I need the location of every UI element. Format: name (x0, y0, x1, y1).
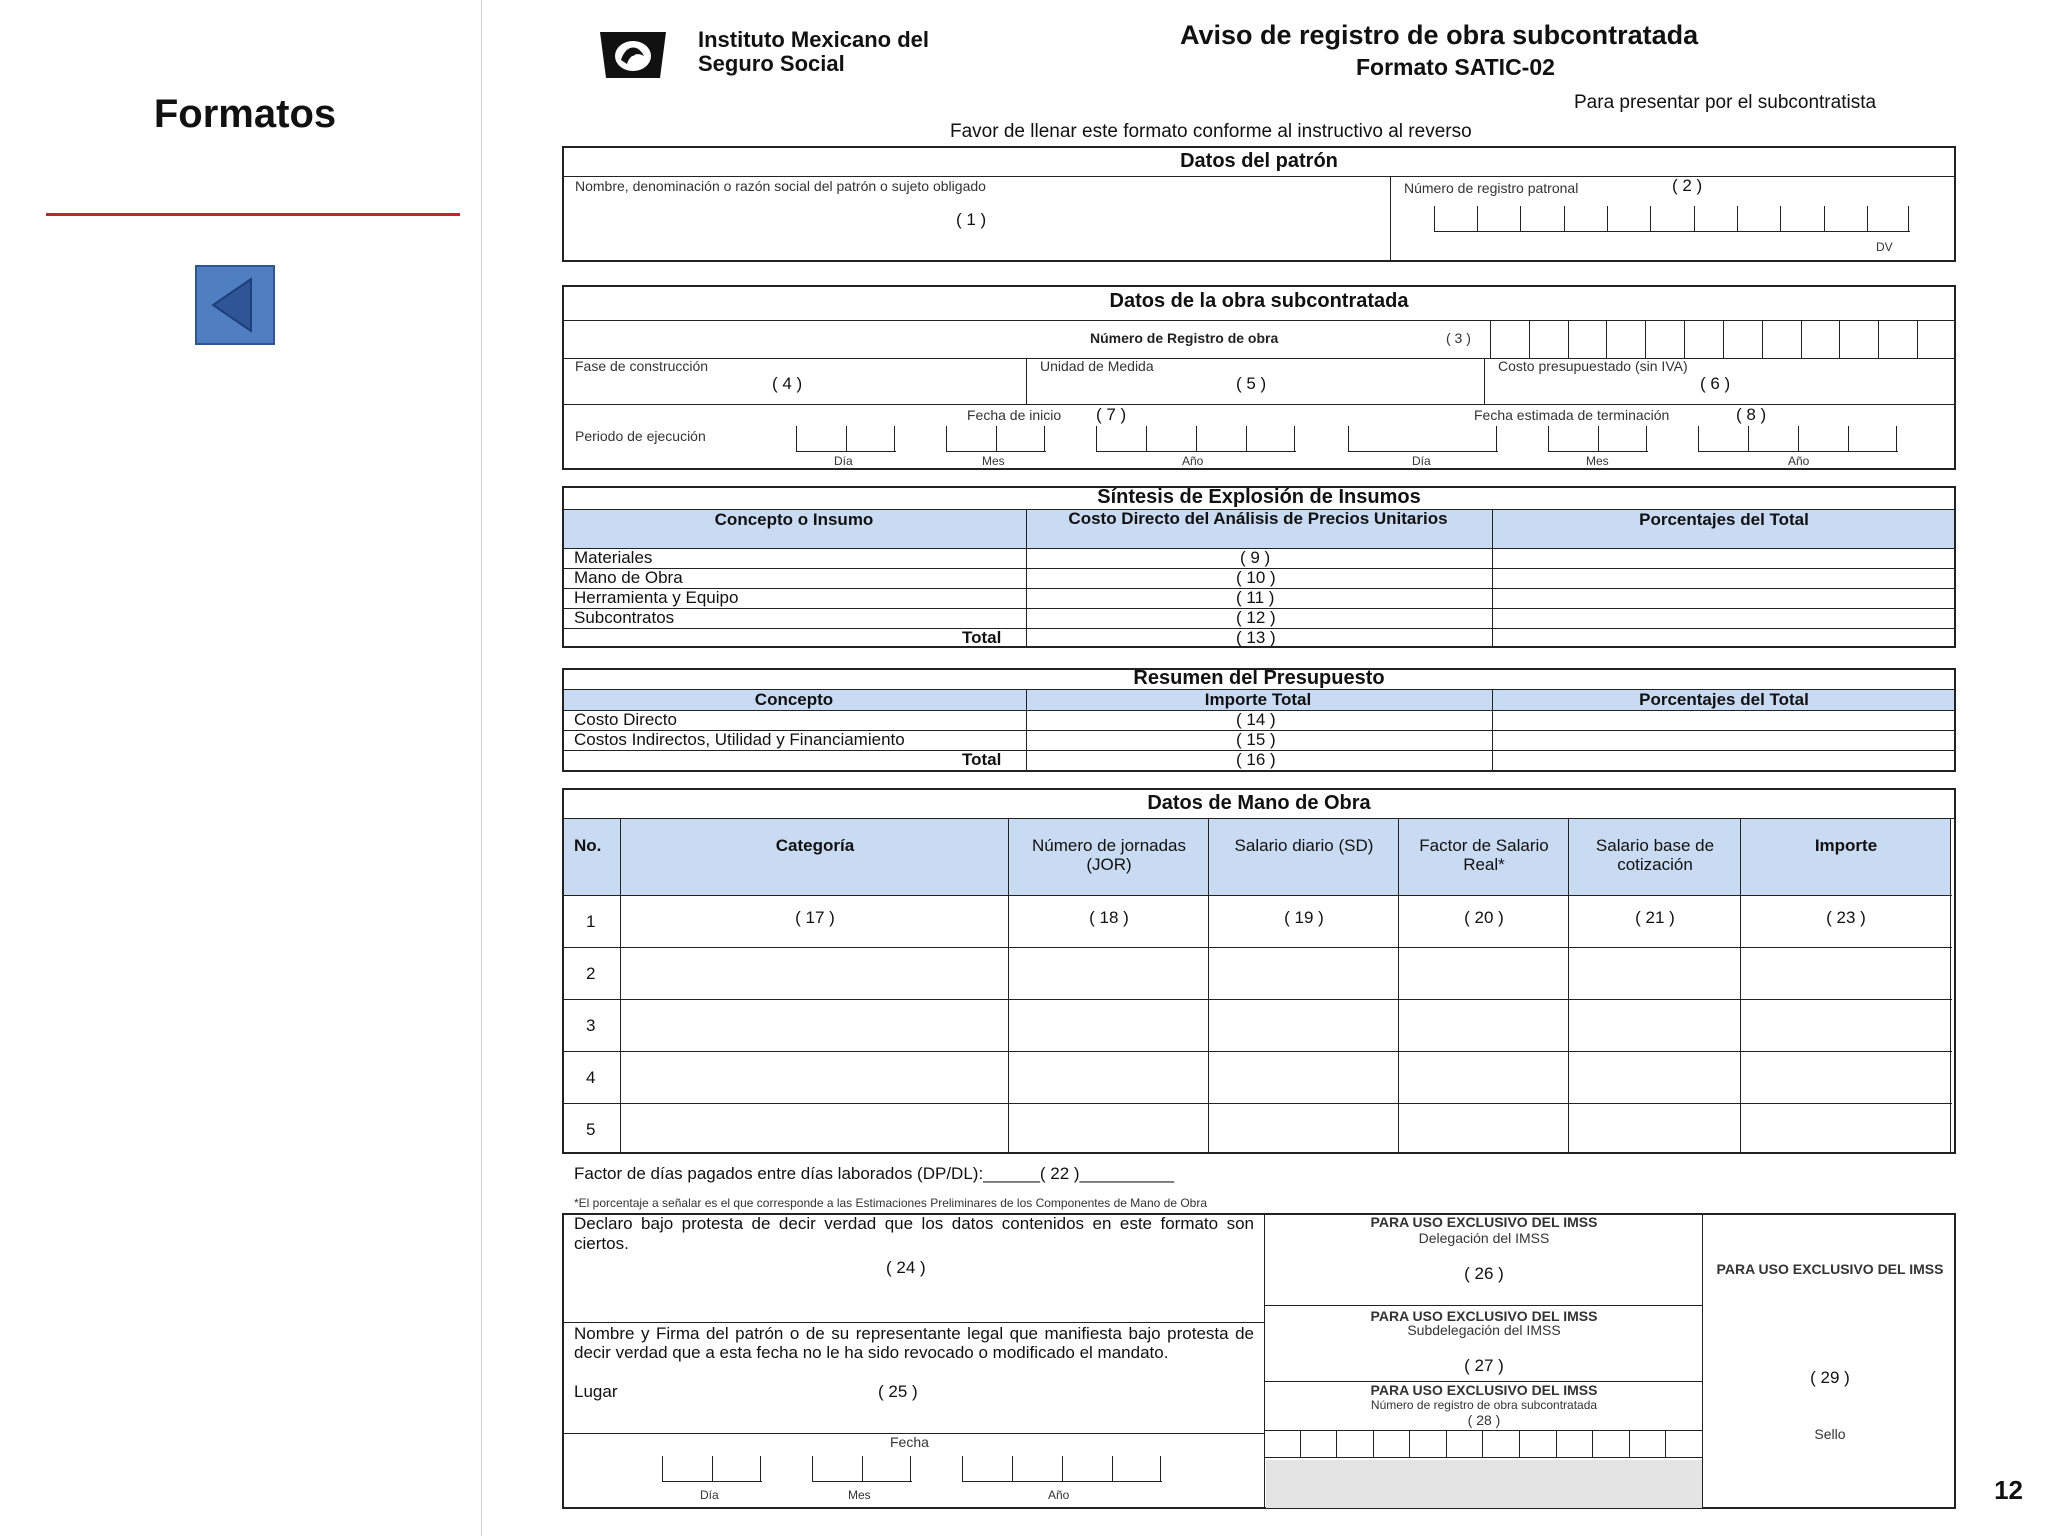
imss-exclusive-3: PARA USO EXCLUSIVO DEL IMSS (1370, 1382, 1598, 1398)
phase-label: Fase de construcción (575, 358, 709, 374)
insumo-row-mano-obra: Mano de Obra (574, 568, 683, 587)
imss-exclusive-2: PARA USO EXCLUSIVO DEL IMSS (1370, 1308, 1598, 1324)
mano-col-factor: Factor de Salario Real* (1419, 836, 1549, 874)
presupuesto-row-costo-directo-value[interactable]: ( 14 ) (1236, 710, 1276, 729)
start-month-field[interactable] (946, 426, 1046, 452)
lugar-label: Lugar (574, 1382, 618, 1401)
end-month-field[interactable] (1548, 426, 1648, 452)
mano-footnote: *El porcentaje a señalar es el que corresponde a las Estimaciones Preliminares de los Componentes de Mano de Obra (574, 1196, 1208, 1210)
insumos-col2: Costo Directo del Análisis de Precios Unitarios (1068, 509, 1448, 528)
insumos-total-value[interactable]: ( 13 ) (1236, 628, 1276, 647)
insumos-col3: Porcentajes del Total (1639, 510, 1809, 529)
end-date-label: Fecha estimada de terminación (1474, 407, 1670, 423)
mano-row-1-salario-diario[interactable]: ( 19 ) (1284, 908, 1324, 927)
insumos-heading: Síntesis de Explosión de Insumos (1097, 486, 1421, 508)
mano-col-salario-base: Salario base de cotización (1595, 836, 1715, 874)
delegacion-label: Delegación del IMSS (1418, 1230, 1550, 1246)
unit-label: Unidad de Medida (1040, 358, 1154, 374)
institution-name (698, 28, 929, 76)
mano-row-1-no: 1 (586, 912, 596, 931)
mano-row-3-no: 3 (586, 1016, 596, 1035)
start-year-field[interactable] (1096, 426, 1296, 452)
presupuesto-row-indirectos-value[interactable]: ( 15 ) (1236, 730, 1276, 749)
patron-registry-field[interactable] (1434, 206, 1910, 232)
insumo-row-materiales: Materiales (574, 548, 653, 567)
start-year-label: Año (1182, 454, 1204, 468)
insumo-row-subcontratos-value[interactable]: ( 12 ) (1236, 608, 1276, 627)
mano-row-1-importe[interactable]: ( 23 ) (1826, 908, 1866, 927)
end-year-label: Año (1788, 454, 1810, 468)
fecha-label: Fecha (890, 1434, 929, 1450)
insumos-col1: Concepto o Insumo (714, 510, 874, 529)
start-day-label: Día (834, 454, 853, 468)
presupuesto-row-indirectos: Costos Indirectos, Utilidad y Financiamiento (574, 730, 905, 749)
declaration-text: Declaro bajo protesta de decir verdad que los datos contenidos en este formato son ciertos. (574, 1214, 1254, 1253)
patron-registry-label: Número de registro patronal (1404, 180, 1579, 196)
imss-exclusive-1: PARA USO EXCLUSIVO DEL IMSS (1370, 1214, 1598, 1230)
patron-registry-ref: ( 2 ) (1672, 176, 1703, 195)
period-label: Periodo de ejecución (575, 428, 706, 444)
registro-obra-ref: ( 28 ) (1467, 1412, 1501, 1428)
imss-logo-icon (594, 26, 672, 82)
phase-field[interactable]: ( 4 ) (772, 374, 803, 393)
factor-note: Factor de días pagados entre días laborados (DP/DL):______( 22 )__________ (574, 1164, 1175, 1183)
end-day-label: Día (1412, 454, 1431, 468)
presupuesto-total-label: Total (962, 750, 1002, 769)
obra-heading: Datos de la obra subcontratada (1109, 290, 1409, 312)
institution-line1: Instituto Mexicano del (698, 27, 930, 52)
end-day-field[interactable] (1348, 426, 1498, 452)
end-year-field[interactable] (1698, 426, 1898, 452)
start-day-field[interactable] (796, 426, 896, 452)
fecha-year-label: Año (1048, 1488, 1070, 1502)
mano-col-importe: Importe (1814, 836, 1878, 855)
sidebar-title: Formatos (153, 92, 337, 136)
mano-row-1-categoria[interactable]: ( 17 ) (795, 908, 835, 927)
form-subtitle: Formato SATIC-02 (1356, 54, 1555, 80)
unit-field[interactable]: ( 5 ) (1236, 374, 1267, 393)
imss-shaded-area (1266, 1460, 1702, 1508)
fecha-day-label: Día (700, 1488, 719, 1502)
start-date-ref: ( 7 ) (1096, 405, 1127, 424)
presupuesto-col3: Porcentajes del Total (1639, 690, 1809, 709)
subdelegacion-label: Subdelegación del IMSS (1407, 1322, 1561, 1338)
sello-field[interactable]: ( 29 ) (1810, 1368, 1850, 1387)
mano-col-jornadas: Número de jornadas (JOR) (1031, 836, 1187, 874)
fecha-month-field[interactable] (812, 1456, 912, 1482)
mano-row-1-salario-base[interactable]: ( 21 ) (1635, 908, 1675, 927)
mano-col-categoria: Categoría (775, 836, 855, 855)
page-number: 12 (1994, 1475, 2023, 1505)
obra-registry-label: Número de Registro de obra (1090, 330, 1279, 346)
dv-label: DV (1876, 240, 1893, 254)
obra-registry-ref: ( 3 ) (1446, 330, 1471, 346)
insumo-row-mano-obra-value[interactable]: ( 10 ) (1236, 568, 1276, 587)
mano-row-4-no: 4 (586, 1068, 596, 1087)
mano-row-1-jornadas[interactable]: ( 18 ) (1089, 908, 1129, 927)
patron-name-field[interactable]: ( 1 ) (956, 210, 987, 229)
end-date-ref: ( 8 ) (1736, 405, 1767, 424)
obra-registry-field[interactable] (1490, 320, 1956, 358)
cost-field[interactable]: ( 6 ) (1700, 374, 1731, 393)
insumo-row-herramienta-value[interactable]: ( 11 ) (1236, 588, 1275, 607)
mano-row-2-no: 2 (586, 964, 596, 983)
mano-col-no: No. (574, 836, 602, 855)
presupuesto-col2: Importe Total (1204, 690, 1312, 709)
fecha-year-field[interactable] (962, 1456, 1162, 1482)
insumo-row-materiales-value[interactable]: ( 9 ) (1240, 548, 1271, 567)
cost-label: Costo presupuestado (sin IVA) (1498, 358, 1688, 374)
delegacion-field[interactable]: ( 26 ) (1464, 1264, 1504, 1283)
presupuesto-total-value[interactable]: ( 16 ) (1236, 750, 1276, 769)
patron-heading: Datos del patrón (1180, 150, 1338, 172)
patron-name-label: Nombre, denominación o razón social del patrón o sujeto obligado (575, 178, 986, 194)
lugar-field[interactable]: ( 25 ) (878, 1382, 918, 1401)
institution-line2: Seguro Social (698, 51, 845, 76)
subdelegacion-field[interactable]: ( 27 ) (1464, 1356, 1504, 1375)
insumos-total-label: Total (962, 628, 1002, 647)
instructions: Favor de llenar este formato conforme al instructivo al reverso (950, 121, 1472, 142)
presenter-note: Para presentar por el subcontratista (1574, 92, 1877, 113)
presupuesto-col1: Concepto (754, 690, 834, 709)
fecha-day-field[interactable] (662, 1456, 762, 1482)
imss-right-title: PARA USO EXCLUSIVO DEL IMSS (1716, 1261, 1944, 1277)
fecha-month-label: Mes (848, 1488, 871, 1502)
sello-label: Sello (1814, 1426, 1846, 1442)
start-date-label: Fecha de inicio (967, 407, 1062, 423)
signature-text: Nombre y Firma del patrón o de su representante legal que manifiesta bajo protesta de decir verdad que a esta fecha no le ha sido revocado o modificado el mandato. (574, 1324, 1254, 1362)
registro-obra-field[interactable] (1264, 1430, 1702, 1458)
presupuesto-row-costo-directo: Costo Directo (574, 710, 677, 729)
presupuesto-heading: Resumen del Presupuesto (1133, 667, 1385, 689)
mano-row-1-factor[interactable]: ( 20 ) (1464, 908, 1504, 927)
mano-row-5-no: 5 (586, 1120, 596, 1139)
declaration-signature-field[interactable]: ( 24 ) (886, 1258, 926, 1277)
mano-obra-heading: Datos de Mano de Obra (1147, 792, 1371, 814)
start-month-label: Mes (982, 454, 1005, 468)
form-title: Aviso de registro de obra subcontratada (1180, 20, 1699, 50)
insumo-row-herramienta: Herramienta y Equipo (574, 588, 739, 607)
end-month-label: Mes (1586, 454, 1609, 468)
registro-obra-label: Número de registro de obra subcontratada (1370, 1398, 1598, 1412)
insumo-row-subcontratos: Subcontratos (574, 608, 675, 627)
mano-col-salario-diario: Salario diario (SD) (1234, 836, 1374, 855)
